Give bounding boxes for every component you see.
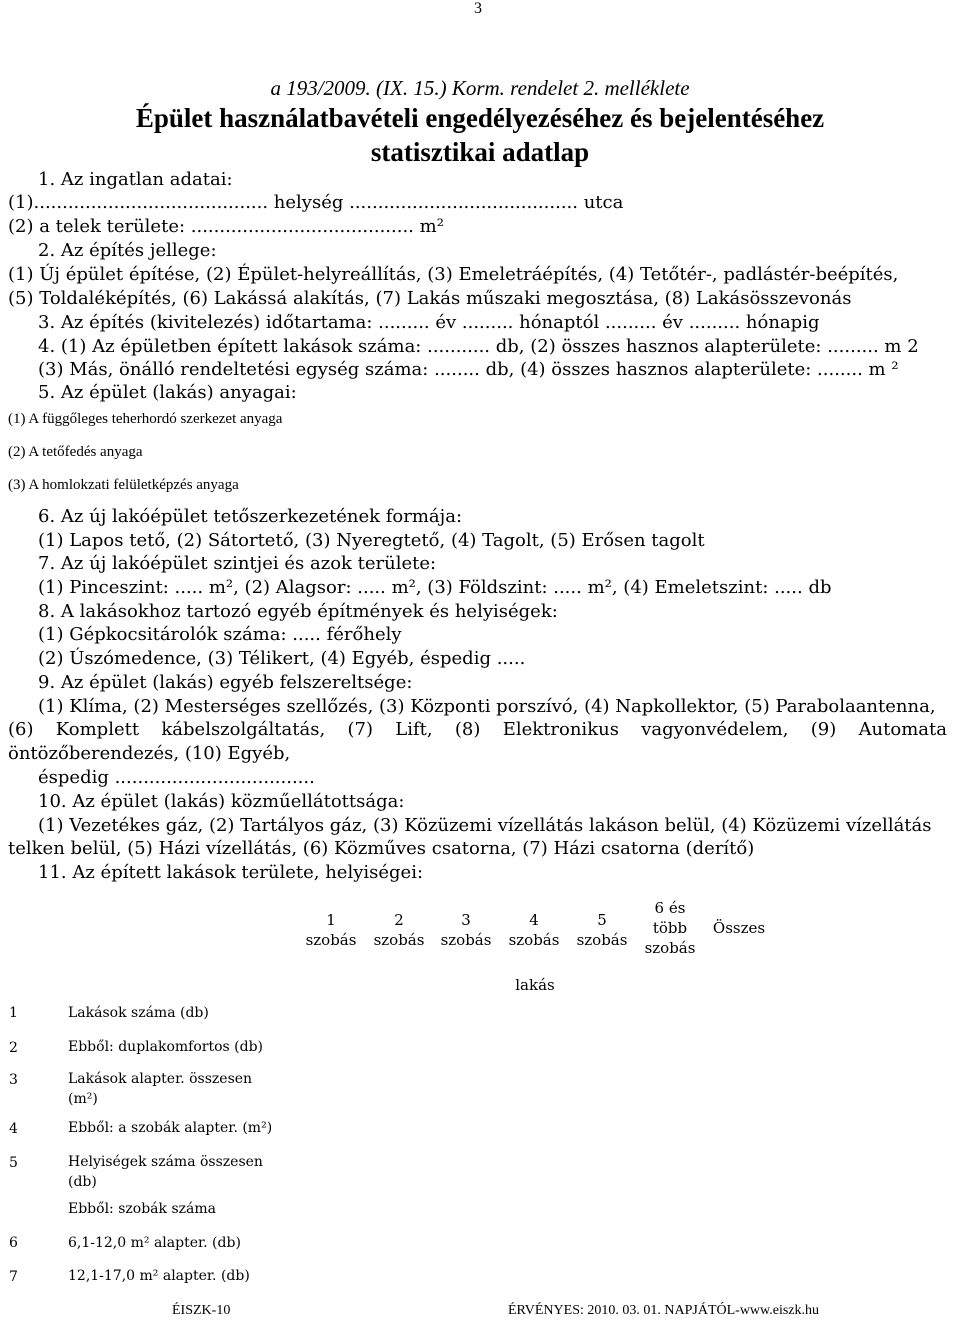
section-7-levels: (1) Pinceszint: ..... m², (2) Alagsor: ..... m², (3) Földszint: ..... m², (4) Emeletszint: ..... db bbox=[38, 577, 832, 598]
table-header-4-rooms: 4 szobás bbox=[508, 911, 560, 949]
section-6-heading: 6. Az új lakóépület tetőszerkezetének formája: bbox=[38, 506, 463, 527]
section-3-line: 3. Az építés (kivitelezés) időtartama: ......... év ......... hónaptól ......... év ......... hónapig bbox=[38, 312, 820, 333]
footer-validity: ÉRVÉNYES: 2010. 03. 01. NAPJÁTÓL-www.eiszk.hu bbox=[508, 1303, 820, 1318]
section-10-line-2: telken belül, (5) Házi vízellátás, (6) Közműves csatorna, (7) Házi csatorna (derítő) bbox=[8, 838, 755, 859]
table-header-6-plus-rooms: 6 és több szobás bbox=[644, 899, 696, 957]
decree-reference: a 193/2009. (IX. 15.) Korm. rendelet 2. melléklete bbox=[270, 76, 690, 100]
table-header-5-rooms: 5 szobás bbox=[576, 911, 628, 949]
table-header-total: Összes bbox=[712, 919, 766, 937]
document-title-line-1: Épület használatbavételi engedélyezéséhez és bejelentéséhez bbox=[135, 103, 825, 133]
document-title-line-2: statisztikai adatlap bbox=[370, 137, 590, 167]
section-1-item-2: (2) a telek területe: ....................................... m² bbox=[8, 216, 444, 237]
footer-form-code: ÉISZK-10 bbox=[172, 1303, 231, 1318]
section-5-item-3: (3) A homlokzati felületképzés anyaga bbox=[8, 477, 239, 493]
section-8-item-1: (1) Gépkocsitárolók száma: ..... férőhely bbox=[38, 624, 402, 645]
table-subheader-dwelling: lakás bbox=[515, 976, 555, 994]
section-1-heading: 1. Az ingatlan adatai: bbox=[38, 169, 233, 190]
table-row-number: 4 bbox=[9, 1121, 18, 1137]
section-4-line-2: (3) Más, önálló rendeltetési egység száma: ........ db, (4) összes hasznos alapterülete: ........ m ² bbox=[38, 359, 899, 380]
section-5-heading: 5. Az épület (lakás) anyagai: bbox=[38, 382, 297, 403]
section-2-line-1: (1) Új épület építése, (2) Épület-helyreállítás, (3) Emeletráépítés, (4) Tetőtér-, padlástér-beépítés, bbox=[8, 264, 899, 285]
section-8-heading: 8. A lakásokhoz tartozó egyéb építmények és helyiségek: bbox=[38, 601, 558, 622]
section-9-line-1: (1) Klíma, (2) Mesterséges szellőzés, (3) Központi porszívó, (4) Napkollektor, (5) Parabolaantenna, bbox=[38, 696, 936, 717]
table-header-1-room: 1 szobás bbox=[305, 911, 357, 949]
section-9-line-4: éspedig ................................... bbox=[38, 767, 315, 788]
section-10-line-1: (1) Vezetékes gáz, (2) Tartályos gáz, (3) Közüzemi vízellátás lakáson belül, (4) Közüzemi vízellátás bbox=[38, 815, 932, 836]
section-9-line-2: (6) Komplett kábelszolgáltatás, (7) Lift, (8) Elektronikus vagyonvédelem, (9) Automata bbox=[8, 719, 947, 740]
section-8-item-2: (2) Úszómedence, (3) Télikert, (4) Egyéb, éspedig ..... bbox=[38, 648, 526, 669]
table-row-number: 2 bbox=[9, 1040, 18, 1056]
table-row-number: 5 bbox=[9, 1155, 18, 1171]
table-row-label: Lakások száma (db) bbox=[68, 1005, 209, 1021]
table-row-number: 3 bbox=[9, 1072, 18, 1088]
section-9-heading: 9. Az épület (lakás) egyéb felszereltsége: bbox=[38, 672, 413, 693]
table-row-number: 1 bbox=[9, 1005, 18, 1021]
section-11-heading: 11. Az épített lakások területe, helyiségei: bbox=[38, 862, 424, 883]
table-row-label: Ebből: a szobák alapter. (m²) bbox=[68, 1120, 273, 1136]
table-row-number: 6 bbox=[9, 1235, 18, 1251]
table-row-label: Ebből: szobák száma bbox=[68, 1201, 216, 1217]
table-header-3-rooms: 3 szobás bbox=[440, 911, 492, 949]
section-4-line-1: 4. (1) Az épületben épített lakások száma: ........... db, (2) összes hasznos alapterülete: ......... m 2 bbox=[38, 336, 919, 357]
table-row-label: Ebből: duplakomfortos (db) bbox=[68, 1039, 264, 1055]
section-10-heading: 10. Az épület (lakás) közműellátottsága: bbox=[38, 791, 405, 812]
section-1-item-1: (1)......................................... helység ........................................ utca bbox=[8, 192, 624, 213]
table-row-label: Helyiségek száma összesen (db) bbox=[68, 1154, 263, 1190]
table-row-label: 6,1-12,0 m² alapter. (db) bbox=[68, 1235, 241, 1251]
table-row-label: 12,1-17,0 m² alapter. (db) bbox=[68, 1268, 250, 1284]
table-header-2-rooms: 2 szobás bbox=[373, 911, 425, 949]
section-5-item-2: (2) A tetőfedés anyaga bbox=[8, 444, 143, 460]
table-row-label: Lakások alapter. összesen (m²) bbox=[68, 1071, 253, 1107]
section-9-line-3: öntözőberendezés, (10) Egyéb, bbox=[8, 743, 291, 764]
table-row-number: 7 bbox=[9, 1269, 18, 1285]
section-7-heading: 7. Az új lakóépület szintjei és azok területe: bbox=[38, 553, 437, 574]
section-5-item-1: (1) A függőleges teherhordó szerkezet anyaga bbox=[8, 411, 283, 427]
section-2-heading: 2. Az építés jellege: bbox=[38, 240, 217, 261]
section-2-line-2: (5) Toldaléképítés, (6) Lakássá alakítás, (7) Lakás műszaki megosztása, (8) Lakásösszevonás bbox=[8, 288, 852, 309]
page-number: 3 bbox=[474, 0, 482, 17]
section-6-options: (1) Lapos tető, (2) Sátortető, (3) Nyeregtető, (4) Tagolt, (5) Erősen tagolt bbox=[38, 530, 705, 551]
